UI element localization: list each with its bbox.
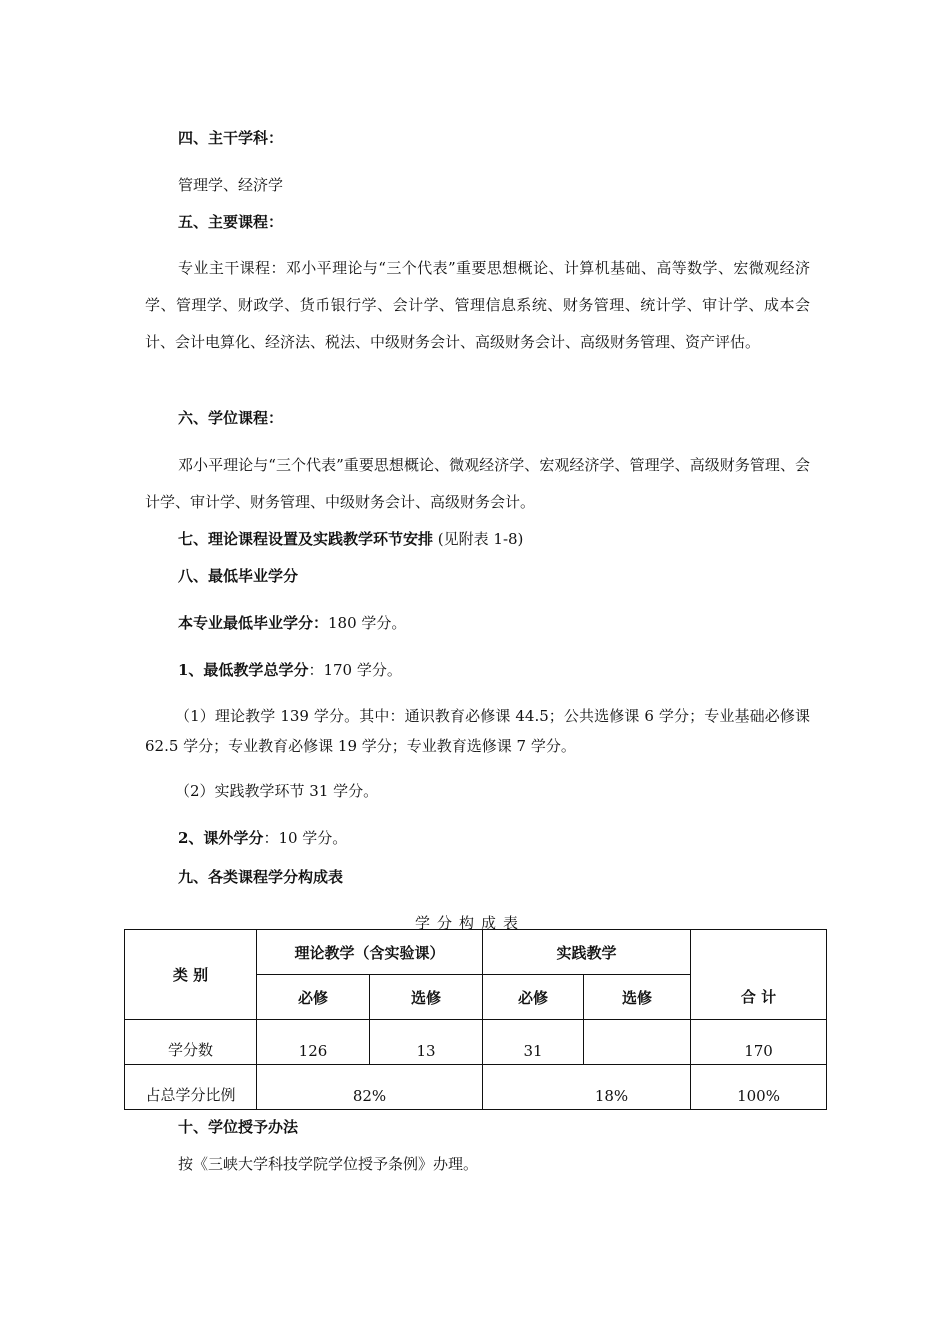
cell-total-ratio: 100% bbox=[691, 1065, 827, 1110]
cell-theory-ratio: 82% bbox=[257, 1065, 483, 1110]
cell-total-credits: 170 bbox=[691, 1020, 827, 1065]
credit-table bbox=[124, 929, 827, 1110]
extra-credit-value: ：10 学分。 bbox=[263, 829, 348, 847]
section-7-heading: 七、理论课程设置及实践教学环节安排 bbox=[178, 530, 434, 548]
min-credit-line bbox=[178, 613, 406, 633]
section-4-text: 管理学、经济学 bbox=[178, 176, 284, 194]
min-credit-value: 180 学分。 bbox=[328, 614, 407, 632]
row-credits-label: 学分数 bbox=[125, 1020, 257, 1065]
cell-practice-required: 31 bbox=[483, 1020, 584, 1065]
section-5-text: 专业主干课程：邓小平理论与“三个代表”重要思想概论、计算机基础、高等数学、宏微观经济学、管理学、财政学、货币银行学、会计学、管理信息系统、财务管理、统计学、审计学、成本会计、会计电算化、经济法、税法、中级财务会计、高级财务会计、高级财务管理、资产评估。 bbox=[145, 259, 810, 351]
cell-theory-required: 126 bbox=[257, 1020, 370, 1065]
header-practice-elective: 选修 bbox=[584, 975, 691, 1020]
section-6-text: 邓小平理论与“三个代表”重要思想概论、微观经济学、宏观经济学、管理学、高级财务管理、会计学、审计学、财务管理、中级财务会计、高级财务会计。 bbox=[145, 456, 810, 511]
section-8-heading: 八、最低毕业学分 bbox=[178, 567, 299, 585]
section-4-heading: 四、主干学科： bbox=[178, 129, 284, 147]
section-10-heading: 十、学位授予办法 bbox=[178, 1118, 299, 1136]
row-ratio-label: 占总学分比例 bbox=[125, 1065, 257, 1110]
section-7-heading-line bbox=[178, 529, 523, 549]
extra-credit-line bbox=[178, 828, 347, 848]
min-credit-label: 本专业最低毕业学分： bbox=[178, 614, 329, 632]
cell-theory-elective: 13 bbox=[370, 1020, 483, 1065]
section-5-heading: 五、主要课程： bbox=[178, 213, 284, 231]
table-row-credits bbox=[125, 1020, 827, 1065]
teach-credit-line bbox=[178, 660, 402, 680]
section-10-text: 按《三峡大学科技学院学位授予条例》办理。 bbox=[178, 1155, 479, 1173]
teach-credit-label: 1、最低教学总学分 bbox=[178, 661, 309, 679]
theory-credit-text: （1）理论教学 139 学分。其中：通识教育必修课 44.5；公共选修课 6 学分；专业基础必修课 62.5 学分；专业教育必修课 19 学分；专业教育选修课 7 学分。 bbox=[145, 707, 810, 755]
header-practice: 实践教学 bbox=[483, 930, 691, 975]
table-row-ratio bbox=[125, 1065, 827, 1110]
header-total: 合 计 bbox=[691, 930, 827, 1020]
cell-practice-ratio: 18% bbox=[483, 1065, 691, 1110]
header-category: 类 别 bbox=[125, 930, 257, 1020]
header-practice-required: 必修 bbox=[483, 975, 584, 1020]
header-theory-required: 必修 bbox=[257, 975, 370, 1020]
extra-credit-label: 2、课外学分 bbox=[178, 829, 264, 847]
practice-credit-text: （2）实践教学环节 31 学分。 bbox=[175, 782, 379, 800]
section-9-heading: 九、各类课程学分构成表 bbox=[178, 868, 344, 886]
header-theory: 理论教学（含实验课） bbox=[257, 930, 483, 975]
header-theory-elective: 选修 bbox=[370, 975, 483, 1020]
table-caption: 学分构成表 bbox=[415, 914, 526, 932]
cell-practice-elective bbox=[584, 1020, 691, 1065]
section-6-heading: 六、学位课程： bbox=[178, 409, 284, 427]
section-7-note: (见附表 1-8) bbox=[433, 530, 524, 548]
teach-credit-value: ：170 学分。 bbox=[308, 661, 402, 679]
